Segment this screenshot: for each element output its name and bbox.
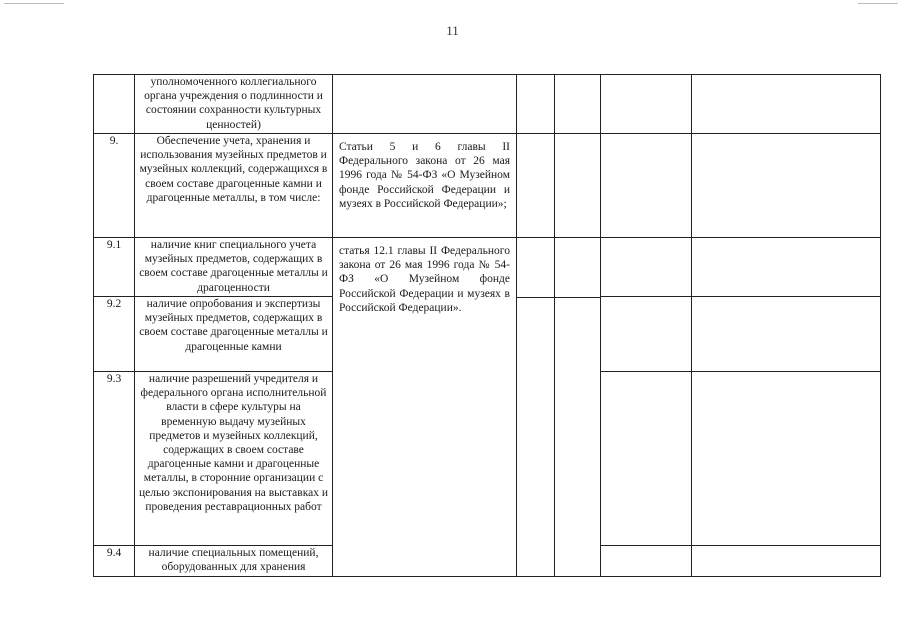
legal-reference-cell — [333, 75, 517, 134]
checklist-table — [93, 74, 881, 577]
page-number: 11 — [446, 23, 459, 38]
scan-speck — [4, 3, 64, 4]
answer-cell — [517, 238, 555, 577]
answer-cell — [517, 134, 555, 238]
requirement-text: наличие специальных помещений, оборудованных для хранения — [135, 546, 333, 577]
row-number: 9. — [94, 134, 135, 238]
requirement-text: наличие разрешений учредителя и федерального органа исполнительной власти в сфере культуры на временную выдачу музейных предметов и музейных коллекций, содержащих в своем составе драгоценные камни и драгоценные металлы, в сторонние организации с целью экспонирования на выставках и проведения реставрационных работ — [135, 372, 333, 546]
notes-cell — [692, 297, 881, 372]
notes-cell — [692, 372, 881, 546]
requirement-text: Обеспечение учета, хранения и использования музейных предметов и музейных коллекций, содержащихся в своем составе драгоценные камни и драгоценные металлы, в том числе: — [135, 134, 333, 238]
row-number: 9.4 — [94, 546, 135, 577]
notes-cell — [692, 75, 881, 134]
answer-cell — [601, 297, 692, 372]
row-number: 9.3 — [94, 372, 135, 546]
legal-reference-cell — [333, 134, 517, 238]
requirement-text: наличие опробования и экспертизы музейных предметов, содержащих в своем составе драгоценные металлы и драгоценные камни — [135, 297, 333, 372]
legal-reference-text: статья 12.1 главы II Федерального закона от 26 мая 1996 года № 54-ФЗ «О Музейном фонде Российской Федерации и музеях в Российской Федерации». — [339, 245, 510, 314]
row-number — [94, 75, 135, 134]
answer-cell — [555, 75, 601, 134]
answer-cell — [601, 75, 692, 134]
answer-cell — [601, 372, 692, 546]
legal-reference-text: Статьи 5 и 6 главы II Федерального закона от 26 мая 1996 года № 54-ФЗ «О Музейном фонде Российской Федерации и музеях в Российской Федерации»; — [339, 141, 510, 210]
requirement-text: уполномоченного коллегиального органа учреждения о подлинности и состоянии сохранности культурных ценностей) — [135, 75, 333, 134]
answer-cell — [555, 134, 601, 238]
notes-cell — [692, 546, 881, 577]
answer-cell — [555, 238, 601, 577]
answer-cell — [601, 546, 692, 577]
row-number: 9.2 — [94, 297, 135, 372]
notes-cell — [692, 134, 881, 238]
answer-cell — [517, 75, 555, 134]
table-row — [94, 238, 881, 297]
notes-cell — [692, 238, 881, 297]
scan-speck — [858, 3, 898, 4]
requirement-text: наличие книг специального учета музейных предметов, содержащих в своем составе драгоценные металлы и драгоценности — [135, 238, 333, 297]
table-row — [94, 75, 881, 134]
legal-reference-cell — [333, 238, 517, 577]
answer-cell — [601, 134, 692, 238]
row-number: 9.1 — [94, 238, 135, 297]
answer-cell — [601, 238, 692, 297]
table-row — [94, 134, 881, 238]
